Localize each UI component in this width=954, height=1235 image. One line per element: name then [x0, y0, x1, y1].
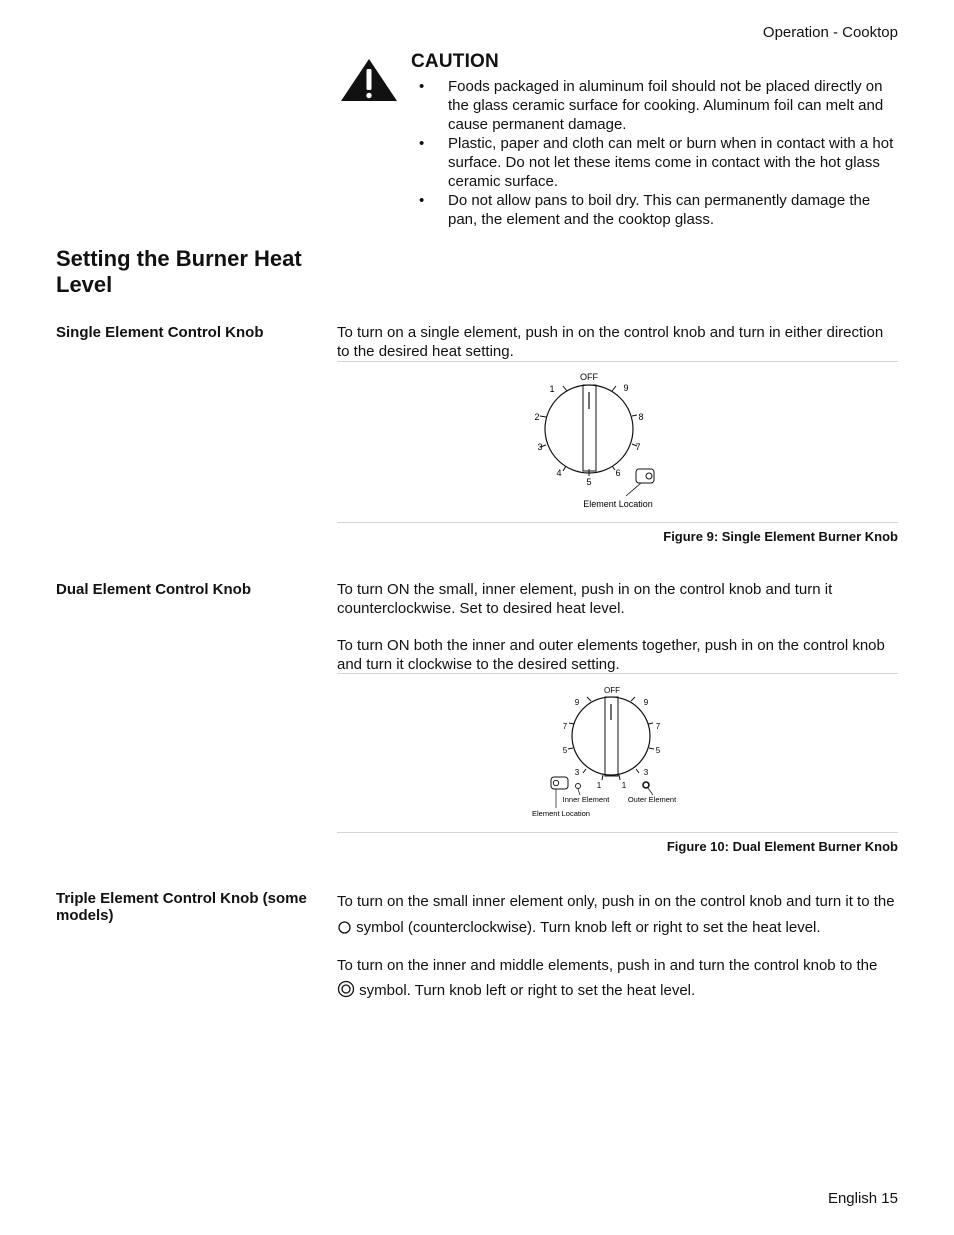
running-header: Operation - Cooktop	[762, 24, 898, 41]
dial-number: 9	[574, 698, 580, 707]
dial-number: 8	[638, 412, 644, 422]
divider	[337, 522, 898, 523]
dial-number: 5	[655, 746, 661, 755]
dial-number: 7	[562, 722, 568, 731]
dual-element-heading: Dual Element Control Knob	[56, 581, 251, 598]
dial-number: 7	[655, 722, 661, 731]
dial-number: 1	[596, 781, 602, 790]
figure-10-caption: Figure 10: Dual Element Burner Knob	[666, 839, 898, 854]
triple-element-text-2: To turn on the inner and middle elements, push in and turn the control knob to the symbol. Turn knob left or right to set the heat level.	[337, 957, 878, 999]
dual-element-text-1: To turn ON the small, inner element, push in on the control knob and turn it counterclockwise. Set to desired heat level.	[337, 581, 833, 617]
divider	[337, 673, 898, 674]
caution-item: • Do not allow pans to boil dry. This can permanently damage the pan, the element and the cooktop glass.	[419, 192, 871, 228]
dial-number: 9	[643, 698, 649, 707]
single-element-heading: Single Element Control Knob	[56, 324, 264, 341]
dial-number: 3	[574, 768, 580, 777]
inner-element-symbol	[576, 784, 581, 789]
element-location-label: Element Location	[532, 809, 590, 818]
section-title: Setting the Burner Heat Level	[56, 246, 302, 297]
inner-element-symbol-icon	[337, 920, 352, 935]
dial-number: 1	[549, 384, 555, 394]
triple-element-heading: Triple Element Control Knob (some models)	[56, 890, 307, 924]
dial-number: 7	[635, 442, 641, 452]
dial-number: 9	[623, 383, 629, 393]
divider	[337, 361, 898, 362]
dual-element-knob-figure	[337, 679, 898, 825]
single-element-text: To turn on a single element, push in on the control knob and turn in either direction to the desired heat setting.	[337, 324, 884, 360]
divider	[337, 832, 898, 833]
dial-number: 6	[615, 468, 621, 478]
caution-item: • Foods packaged in aluminum foil should not be placed directly on the glass ceramic surface for cooking. Aluminum foil can melt and cause permanent damage.	[419, 78, 884, 133]
inner-middle-element-symbol-icon	[337, 980, 355, 998]
dial-number: 3	[537, 442, 543, 452]
dial-number: 5	[562, 746, 568, 755]
off-label: OFF	[580, 372, 598, 382]
outer-element-label: Outer Element	[627, 795, 677, 804]
single-element-knob-figure	[337, 366, 898, 516]
page-footer: English 15	[827, 1190, 898, 1207]
dial-number: 3	[643, 768, 649, 777]
element-location-icon	[636, 469, 654, 483]
dual-element-text-2: To turn ON both the inner and outer elements together, push in on the control knob and turn it clockwise to the desired setting.	[337, 637, 885, 673]
element-location-label: Element Location	[583, 499, 653, 509]
caution-list	[411, 77, 901, 229]
inner-element-label: Inner Element	[562, 795, 610, 804]
outer-element-symbol	[643, 782, 649, 788]
caution-item: • Plastic, paper and cloth can melt or burn when in contact with a hot surface. Do not let these items come in contact with the hot glass ceramic surface.	[419, 135, 894, 190]
warning-icon	[340, 58, 398, 102]
triple-element-text-1: To turn on the small inner element only, push in on the control knob and turn it to the symbol (counterclockwise). Turn knob left or right to set the heat level.	[337, 893, 895, 936]
dial-number: 4	[556, 468, 562, 478]
caution-title: CAUTION	[411, 51, 499, 72]
off-label: OFF	[604, 686, 620, 695]
figure-9-caption: Figure 9: Single Element Burner Knob	[663, 529, 898, 544]
dial-number: 1	[621, 781, 627, 790]
dial-number: 5	[586, 477, 592, 487]
dial-number: 2	[534, 412, 540, 422]
